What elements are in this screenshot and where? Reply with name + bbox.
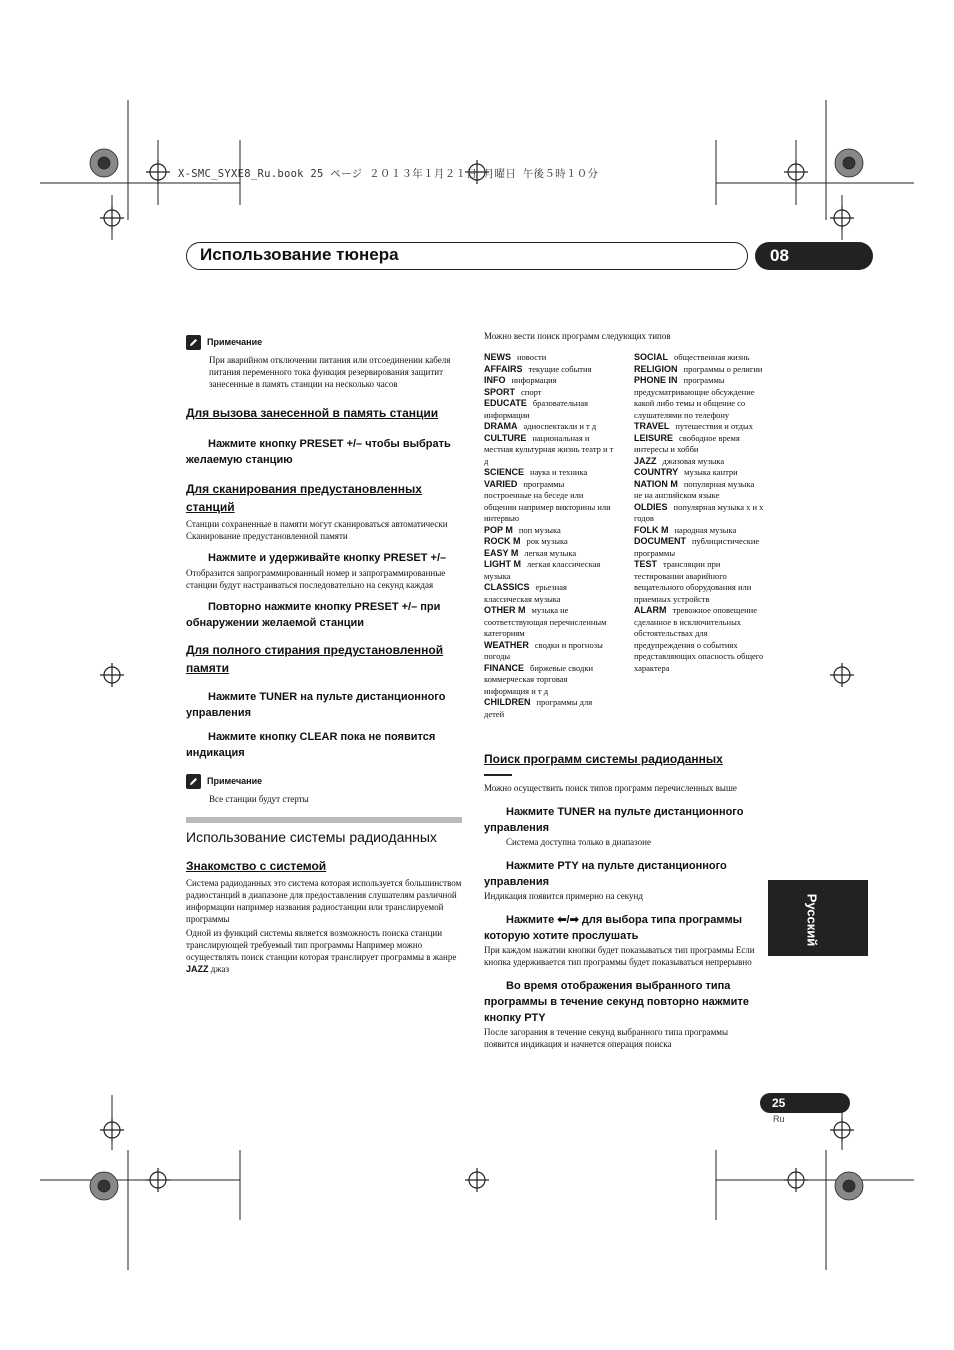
- pty-description: популярная музыка х и х годов: [634, 501, 764, 523]
- note-text: При аварийном отключении питания или отсоединении кабеля питания переменного тока функция резервирования защитит занесенные в память станции на несколько часов: [209, 355, 451, 389]
- pty-code: ALARM: [634, 605, 667, 615]
- pty-code: LEISURE: [634, 432, 674, 443]
- pty-description: рок музыка: [526, 536, 568, 546]
- note-pencil-icon: [186, 774, 201, 789]
- pty-code: SCIENCE: [484, 467, 525, 477]
- underline-rule: [484, 774, 512, 776]
- pty-code: JAZZ: [634, 455, 657, 466]
- step-text: Нажмите ⬅/➡ для выбора типа программы которую хотите прослушать: [484, 914, 743, 942]
- pty-code: DRAMA: [484, 421, 518, 431]
- pty-description: программы предусматривающие обсуждение какой либо темы и общение со слушателями по телефону: [634, 375, 755, 420]
- pty-code: POP M: [484, 524, 513, 535]
- pty-description: легкая классическая музыка: [484, 559, 601, 581]
- step-text: Нажмите PTY на пульте дистанционного управления: [484, 860, 727, 888]
- pty-entry: [484, 640, 614, 663]
- note-pencil-icon: [186, 335, 201, 350]
- body-text-part: Одной из функций системы является возможность поиска станции транслирующей требуемый тип программы Например можно осуществлять поиск станции которая транслирует программы в жанре: [186, 928, 457, 962]
- section-heading: Использование системы радиоданных: [186, 829, 437, 845]
- section-rule: [186, 817, 462, 823]
- pty-entry: [484, 697, 614, 720]
- pty-entry: [634, 605, 764, 674]
- pty-description: наука и техника: [530, 467, 588, 477]
- note-label: Примечание: [207, 776, 263, 786]
- pty-code: CULTURE: [484, 432, 527, 443]
- pty-list: [484, 352, 764, 720]
- pty-list-right: [634, 352, 764, 720]
- pty-description: путешествия и отдых: [675, 421, 753, 431]
- pty-entry: [634, 536, 764, 559]
- pty-description: легкая музыка: [524, 547, 577, 558]
- pty-description: бразовательная информации: [484, 398, 589, 420]
- pty-description: сводки и прогнозы погоды: [484, 639, 603, 661]
- pty-code: AFFAIRS: [484, 363, 523, 374]
- pty-description: текущие события: [528, 363, 592, 374]
- chapter-badge: 08: [755, 242, 873, 270]
- pty-code: OTHER M: [484, 605, 526, 615]
- pty-description: национальная и местная культурная жизнь театр и т д: [484, 432, 614, 466]
- pty-entry: [484, 467, 614, 479]
- pty-code: EASY M: [484, 547, 519, 558]
- body-text: [186, 927, 462, 975]
- body-text: При каждом нажатии кнопки будет показываться тип программы Если кнопка удерживается тип программы будет показываться непрерывно: [484, 945, 755, 967]
- pty-entry: [484, 398, 614, 421]
- pty-entry: [484, 582, 614, 605]
- body-text: Система доступна только в диапазоне: [506, 837, 651, 847]
- pty-code: RELIGION: [634, 363, 678, 374]
- pty-code: ROCK M: [484, 536, 521, 546]
- pty-description: ерьезная классическая музыка: [484, 582, 567, 604]
- pty-entry: [484, 375, 614, 387]
- pty-code: CLASSICS: [484, 582, 530, 592]
- step-text: Нажмите TUNER на пульте дистанционного управления: [484, 806, 744, 834]
- genre-code: JAZZ: [186, 964, 209, 974]
- step-text: Нажмите кнопку CLEAR пока не появится индикация: [186, 731, 436, 759]
- pty-code: PHONE IN: [634, 375, 678, 385]
- pty-code: TRAVEL: [634, 421, 670, 431]
- language-tab-label: Русский: [804, 893, 820, 947]
- pty-description: программы для детей: [484, 697, 593, 719]
- pty-code: COUNTRY: [634, 467, 679, 477]
- pty-description: программы построенные на беседе или общении например викторины или интервью: [484, 478, 611, 523]
- section-title: Для вызова занесенной в память станции: [186, 406, 439, 420]
- pty-entry: [634, 467, 764, 479]
- pty-description: популярная музыка не на английском языке: [634, 478, 755, 500]
- pty-code: SOCIAL: [634, 352, 669, 362]
- pty-entry: [634, 375, 764, 421]
- note-header: [186, 773, 462, 789]
- page-language: Ru: [773, 1114, 785, 1124]
- body-text: Можно осуществить поиск типов программ перечисленных выше: [484, 783, 737, 793]
- pty-code: INFO: [484, 375, 506, 385]
- pty-entry: [634, 364, 764, 376]
- page-title: Использование тюнера: [200, 245, 399, 264]
- pty-code: NATION M: [634, 478, 678, 489]
- right-column: [484, 330, 764, 1050]
- section-title: Знакомство с системой: [186, 859, 327, 873]
- step-text: Нажмите TUNER на пульте дистанционного управления: [186, 691, 446, 719]
- pty-description: музыка кантри: [684, 467, 738, 477]
- pty-entry: [484, 364, 614, 376]
- note-text: Все станции будут стерты: [209, 794, 309, 804]
- pty-entry: [634, 502, 764, 525]
- pty-code: CHILDREN: [484, 697, 531, 707]
- step-text: Нажмите кнопку PRESET +/– чтобы выбрать желаемую станцию: [186, 438, 451, 466]
- pty-entry: [484, 479, 614, 525]
- pty-description: адиоспектакли и т д: [523, 421, 597, 431]
- pty-entry: [634, 525, 764, 537]
- step-text: Нажмите и удерживайте кнопку PRESET +/–: [208, 552, 447, 564]
- pty-entry: [484, 605, 614, 640]
- pty-entry: [484, 352, 614, 364]
- pty-description: общественная жизнь: [674, 352, 750, 362]
- section-title: Для сканирования предустановленных станций: [186, 482, 422, 514]
- pty-description: публицистические программы: [634, 536, 760, 558]
- pty-entry: [634, 352, 764, 364]
- note-label: Примечание: [207, 337, 263, 347]
- body-text: Отобразится запрограммированный номер и запрограммированные станции будут настраиваться последовательно на секунд каждая: [186, 568, 446, 590]
- pty-entry: [634, 559, 764, 605]
- body-text: Система радиоданных это система которая используется большинством радиостанций в диапазоне для предоставления слушателям различной информации например названия радиостанции или транслируемой программы: [186, 878, 462, 924]
- pty-code: NEWS: [484, 352, 511, 362]
- note-header: [186, 334, 462, 350]
- pty-code: OLDIES: [634, 501, 668, 512]
- pty-entry: [484, 559, 614, 582]
- pty-entry: [484, 387, 614, 399]
- body-text-part: джаз: [208, 964, 230, 974]
- pty-description: народная музыка: [674, 524, 737, 535]
- pty-entry: [484, 548, 614, 560]
- pty-code: VARIED: [484, 478, 518, 489]
- body-text: После загорания в течение секунд выбранного типа программы появится индикация и начнется операция поиска: [484, 1027, 729, 1049]
- pty-code: WEATHER: [484, 639, 529, 650]
- pty-description: свободное время интересы и хобби: [634, 432, 740, 454]
- page-number: 25: [760, 1093, 850, 1113]
- pty-description: поп музыка: [518, 524, 561, 535]
- pty-entry: [634, 456, 764, 468]
- pty-entry: [484, 663, 614, 698]
- pty-entry: [634, 433, 764, 456]
- pty-entry: [484, 525, 614, 537]
- pty-entry: [484, 421, 614, 433]
- pty-description: спорт: [521, 386, 542, 397]
- pty-description: джазовая музыка: [662, 455, 725, 466]
- pty-code: TEST: [634, 559, 658, 569]
- step-text: Во время отображения выбранного типа программы в течение секунд повторно нажмите кнопку PTY: [484, 980, 749, 1024]
- pty-code: EDUCATE: [484, 398, 527, 408]
- pty-description: трансляции при тестировании аварийного вещательного оборудования или приемных устройств: [634, 559, 752, 604]
- pty-description: музыка не соответствующая перечисленным категориям: [484, 605, 607, 638]
- body-text: Станции сохраненные в памяти могут сканироваться автоматически Сканирование предустановленной памяти: [186, 519, 448, 541]
- left-column: [186, 334, 462, 975]
- print-line: X-SMC_SYXE8_Ru.book 25 ページ ２０１３年１月２１日 月曜日 午後５時１０分: [178, 168, 599, 180]
- pty-code: LIGHT M: [484, 559, 521, 569]
- pty-list-left: [484, 352, 614, 720]
- section-title: Поиск программ системы радиоданных: [484, 752, 723, 766]
- pty-code: FOLK M: [634, 524, 669, 535]
- pty-entry: [484, 433, 614, 468]
- step-text: Повторно нажмите кнопку PRESET +/– при обнаружении желаемой станции: [186, 601, 441, 629]
- body-text: Индикация появится примерно на секунд: [484, 891, 643, 901]
- pty-entry: [634, 421, 764, 433]
- pty-description: биржевые сводки коммерческая торговая информация и т д: [484, 662, 594, 696]
- pty-description: информация: [511, 375, 557, 385]
- pty-code: DOCUMENT: [634, 536, 686, 546]
- pty-intro: Можно вести поиск программ следующих типов: [484, 331, 671, 341]
- pty-description: новости: [517, 352, 547, 362]
- pty-description: тревожное оповещение сделанное в исключительных обстоятельствах для предупреждения о событиях представляющих опасность общего характера: [634, 605, 764, 673]
- pty-code: SPORT: [484, 386, 516, 397]
- pty-entry: [634, 479, 764, 502]
- pty-entry: [484, 536, 614, 548]
- pty-description: программы о религии: [683, 363, 763, 374]
- section-title: Для полного стирания предустановленной памяти: [186, 643, 444, 675]
- pty-code: FINANCE: [484, 662, 524, 673]
- language-tab: [768, 880, 868, 956]
